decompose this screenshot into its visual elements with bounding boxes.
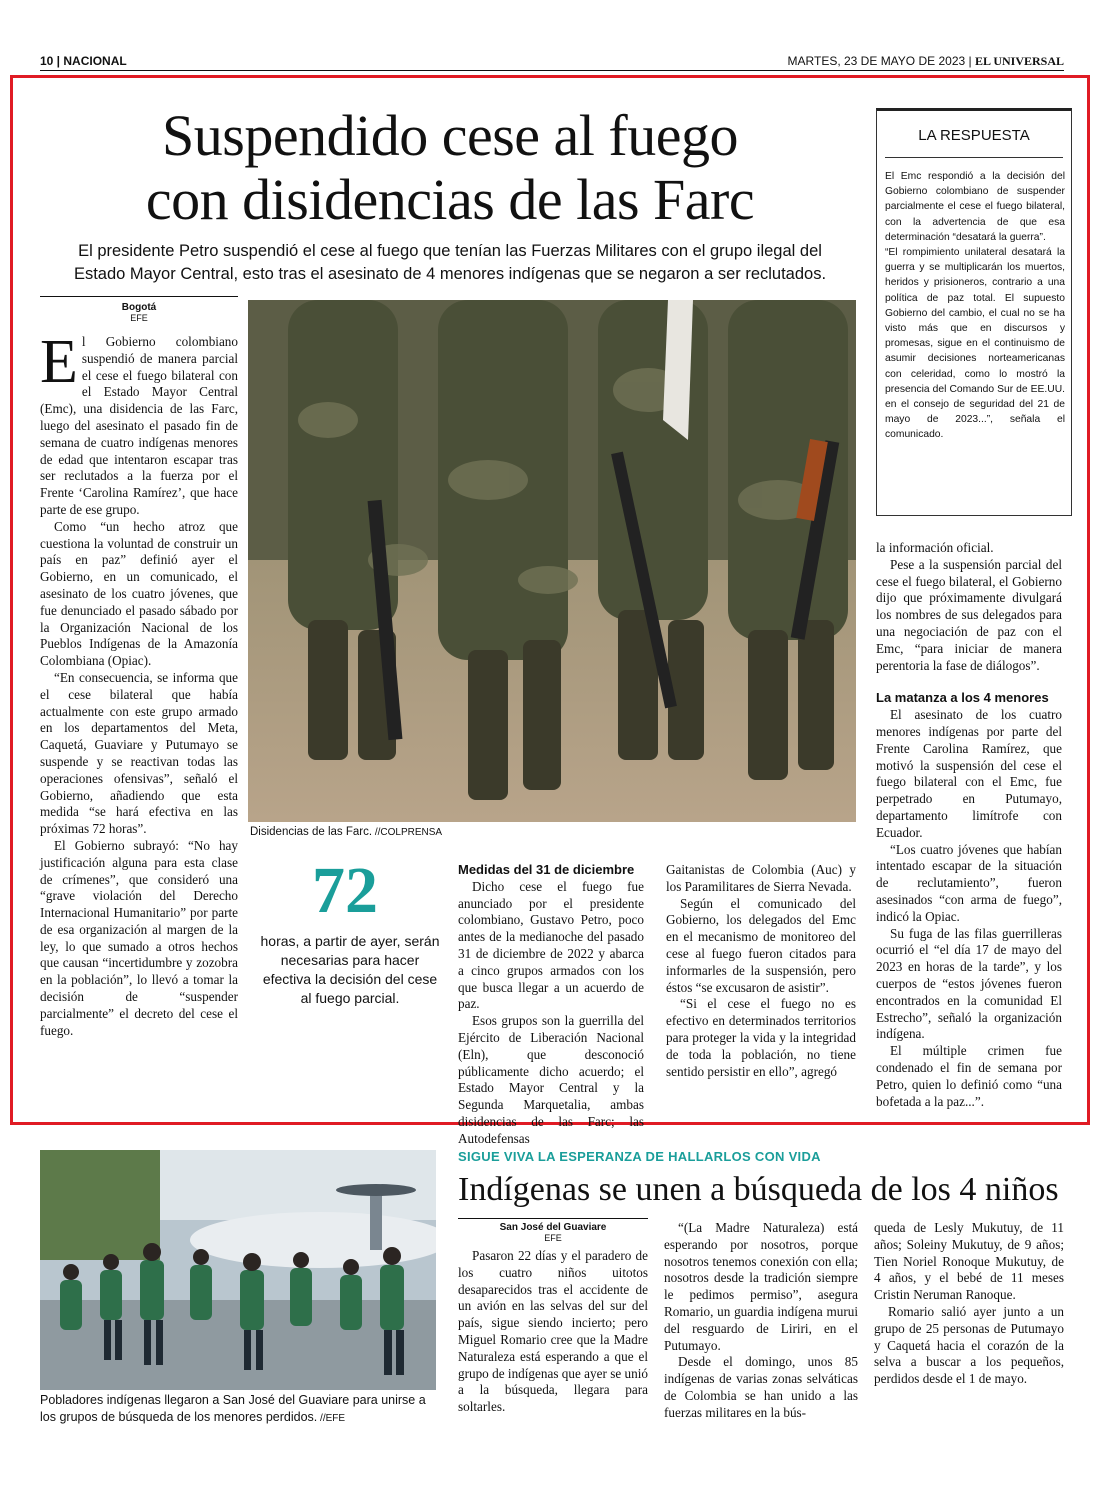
paragraph: queda de Lesly Mukutuy, de 11 años; Soleiny Mukutuy, de 9 años; Tien Noriel Ronoque Mukutuy, de 4 años, y el bebé de 11 meses Cristin Neruman Ranoque. — [874, 1220, 1064, 1303]
dropcap: E — [40, 328, 78, 396]
paragraph: Pese a la suspensión parcial del cese el fuego bilateral, el Gobierno dijo que próximamente divulgará los nombres de sus delegados para una negociación de paz con el Emc, “para iniciar de manera perentoria la fase de diálogos”. — [876, 556, 1062, 673]
paragraph: “(La Madre Naturaleza) está esperando por nosotros, porque nosotros tenemos conexión con ella; nosotros desde la tradición siempre le pedimos permiso”, asegura Romario, un guardia indígena murui del resguardo de Liriri, en el Putumayo. — [664, 1220, 858, 1353]
sidebar-rule — [885, 157, 1063, 158]
main-column-3 — [458, 862, 644, 1148]
headline-line2: con disidencias de las Farc — [145, 167, 755, 232]
paragraph: “Los cuatro jóvenes que habían intentado escapar de la situación de reclutamiento”, fueron asesinados “con arma de fuego”, indicó la Opiac. — [876, 841, 1062, 924]
second-kicker: SIGUE VIVA LA ESPERANZA DE HALLARLOS CON VIDA — [458, 1149, 821, 1164]
main-column-5 — [876, 540, 1062, 1110]
second-column-1 — [458, 1222, 648, 1416]
sidebar-title: LA RESPUESTA — [918, 127, 1030, 144]
byline-agency: EFE — [544, 1233, 562, 1243]
paragraph: Según el comunicado del Gobierno, los delegados del Emc en el mecanismo de monitoreo del cese al fuego fueron citados para informarles de la suspensión, pero éstos “se excusaron de asistir”. — [666, 895, 856, 995]
photo-indigenous-group — [40, 1150, 436, 1390]
byline-city: Bogotá — [121, 302, 157, 313]
big-number: 72 — [312, 854, 378, 927]
byline-city: San José del Guaviare — [499, 1222, 607, 1233]
byline-rule — [40, 296, 238, 297]
photo-caption — [250, 826, 442, 838]
paragraph: Gaitanistas de Colombia (Auc) y los Paramilitares de Sierra Nevada. — [666, 862, 856, 894]
deck-line1: El presidente Petro suspendió el cese al fuego que tenían las Fuerzas Militares con el grupo ilegal del — [78, 242, 822, 260]
date-line — [788, 54, 1064, 69]
subhead-medidas: Medidas del 31 de diciembre — [458, 862, 635, 877]
paper-name: EL UNIVERSAL — [974, 54, 1064, 68]
paragraph: Pasaron 22 días y el paradero de los cuatro niños uitotos desaparecidos tras el accidente de un avión en las selvas del sur del país, sigue siendo incierto; pero Miguel Romario cree que la Madre Naturaleza está esperando a que el grupo de indígenas que ayer se unió a la búsqueda, llegara para soltarles. — [458, 1248, 648, 1415]
second-photo — [40, 1150, 436, 1390]
second-column-3 — [874, 1220, 1064, 1388]
second-byline — [458, 1222, 648, 1244]
page-section: 10 | NACIONAL — [40, 54, 127, 68]
second-byline-rule — [458, 1218, 648, 1219]
byline-agency: EFE — [130, 313, 148, 323]
second-photo-caption — [40, 1392, 436, 1427]
page-title — [40, 104, 860, 232]
second-column-2 — [664, 1220, 858, 1422]
big-number-text: horas, a partir de ayer, serán necesarias para hacer efectiva la decisión del cese al fuego parcial. — [260, 933, 440, 1006]
caption-credit: //EFE — [317, 1413, 346, 1424]
paragraph: Romario salió ayer junto a un grupo de 25 personas de Putumayo y Caquetá hacia el corazón de la selva a buscar a los pequeños, perdidos desde el 1 de mayo. — [874, 1303, 1064, 1387]
sidebar-la-respuesta — [876, 108, 1072, 516]
main-column-1 — [40, 302, 238, 1039]
deck — [40, 240, 860, 286]
paragraph: Esos grupos son la guerrilla del Ejército de Liberación Nacional (Eln), que desconoció públicamente dicho acuerdo; el Estado Mayor Central y la Segunda Marquetalia, ambas disidencias de las Farc; las Autodefensas — [458, 1013, 644, 1146]
caption-text: Pobladores indígenas llegaron a San José del Guaviare para unirse a los grupos de búsqueda de los menores perdidos. — [40, 1393, 426, 1424]
second-headline: Indígenas se unen a búsqueda de los 4 niños — [458, 1171, 1059, 1208]
deck-line2: Estado Mayor Central, esto tras el asesinato de 4 menores indígenas que se negaron a ser reclutados. — [73, 265, 827, 283]
paragraph: Su fuga de las filas guerrilleras ocurrió el “el día 17 de mayo del 2023 en horas de la tarde”, y los cuerpos de “estos jóvenes fueron encontrados en la comunidad El Estrecho”, señaló la organización indígena. — [876, 925, 1062, 1042]
caption-credit: //COLPRENSA — [372, 827, 443, 838]
sidebar-paragraph: El Emc respondió a la decisión del Gobierno colombiano de suspender parcialmente el cese el fuego bilateral, con la advertencia de que esa determinación “desatará la guerra”. — [885, 171, 1065, 243]
sidebar-paragraph: “El rompimiento unilateral desatará la guerra y se multiplicarán los muertos, heridos y prisioneros, contrario a una política de paz total. El supuesto Gobierno del cambio, el cual no se ha visto más que en discursos y promesas, sigue en el continuismo de asumir decisiones norteamericanas con celeridad, como lo mostró la presencia del Comando Sur de EE.UU. en el consejo de seguridad del 21 de mayo de 2023...”, señala el comunicado. — [885, 247, 1065, 441]
paragraph: El Gobierno subrayó: “No hay justificación alguna para esta clase de crímenes”, que consideró una “grave violación del Derecho Internacional Humanitario” por parte de esa organización al margen de la ley, lo que sumado a otros hechos que causan “incertidumbre y zozobra en la población”, lo llevó a tomar la decisión de “suspender parcialmente” el decreto del cese el fuego. — [40, 837, 238, 1038]
paragraph: “En consecuencia, se informa que el cese bilateral que había actualmente con este grupo armado en los departamentos del Meta, Caquetá, Guaviare y Putumayo se suspende y se reactivan todas las operaciones ofensivas”, señaló el Gobierno, añadiendo que esta medida “se hará efectiva en las próximas 72 horas”. — [40, 669, 238, 837]
issue-date: MARTES, 23 DE MAYO DE 2023 | — [787, 54, 972, 68]
main-column-4 — [666, 862, 856, 1080]
photo-soldiers — [248, 300, 856, 822]
caption-text: Disidencias de las Farc. — [250, 826, 373, 838]
paragraph: El Gobierno colombiano suspendió de manera parcial el cese el fuego bilateral con el Estado Mayor Central (Emc), una disidencia de las Farc, luego del asesinato el pasado fin de semana de cuatro indígenas menores de edad que intentaron escapar tras ser reclutados a la fuerza por el Frente ‘Carolina Ramírez’, que hace parte de ese grupo. — [40, 328, 238, 517]
masthead — [40, 54, 1064, 71]
main-photo — [248, 300, 856, 822]
paragraph: la información oficial. — [876, 540, 994, 555]
paragraph: El asesinato de los cuatro menores indígenas por parte del Frente Carolina Ramírez, que motivó la suspensión del cese el fuego bilateral con el Emc, fue perpetrado en Putumayo, departamento limítrofe con Ecuador. — [876, 707, 1062, 840]
paragraph: “Si el cese el fuego no es efectivo en determinados territorios para proteger la vida y la integridad de toda la población, no tiene sentido persistir en ello”, agregó — [666, 996, 856, 1079]
subhead-matanza: La matanza a los 4 menores — [876, 690, 1049, 706]
paragraph: El múltiple crimen fue condenado el fin de semana por Petro, quien lo definió como “una bofetada a la paz...”. — [876, 1043, 1062, 1109]
byline — [40, 302, 238, 324]
sidebar-text — [885, 169, 1065, 443]
paragraph: Desde el domingo, unos 85 indígenas de varias zonas selváticas de Colombia se han unido a las fuerzas militares en la bús- — [664, 1354, 858, 1420]
paragraph: Dicho cese el fuego fue anunciado por el presidente colombiano, Gustavo Petro, poco antes de la medianoche del pasado 31 de diciembre de 2022 y abarca a cinco grupos armados con los que busca llegar a un acuerdo de paz. — [458, 878, 644, 1012]
headline-line1: Suspendido cese al fuego — [162, 103, 738, 168]
paragraph: Como “un hecho atroz que cuestiona la voluntad de construir un país en paz” definió ayer el Gobierno, en un comunicado, el asesinato de los cuatro jóvenes, que fue denunciado el pasado sábado por la Organización Nacional de los Pueblos Indígenas de la Amazonía Colombiana (Opiac). — [40, 518, 238, 669]
